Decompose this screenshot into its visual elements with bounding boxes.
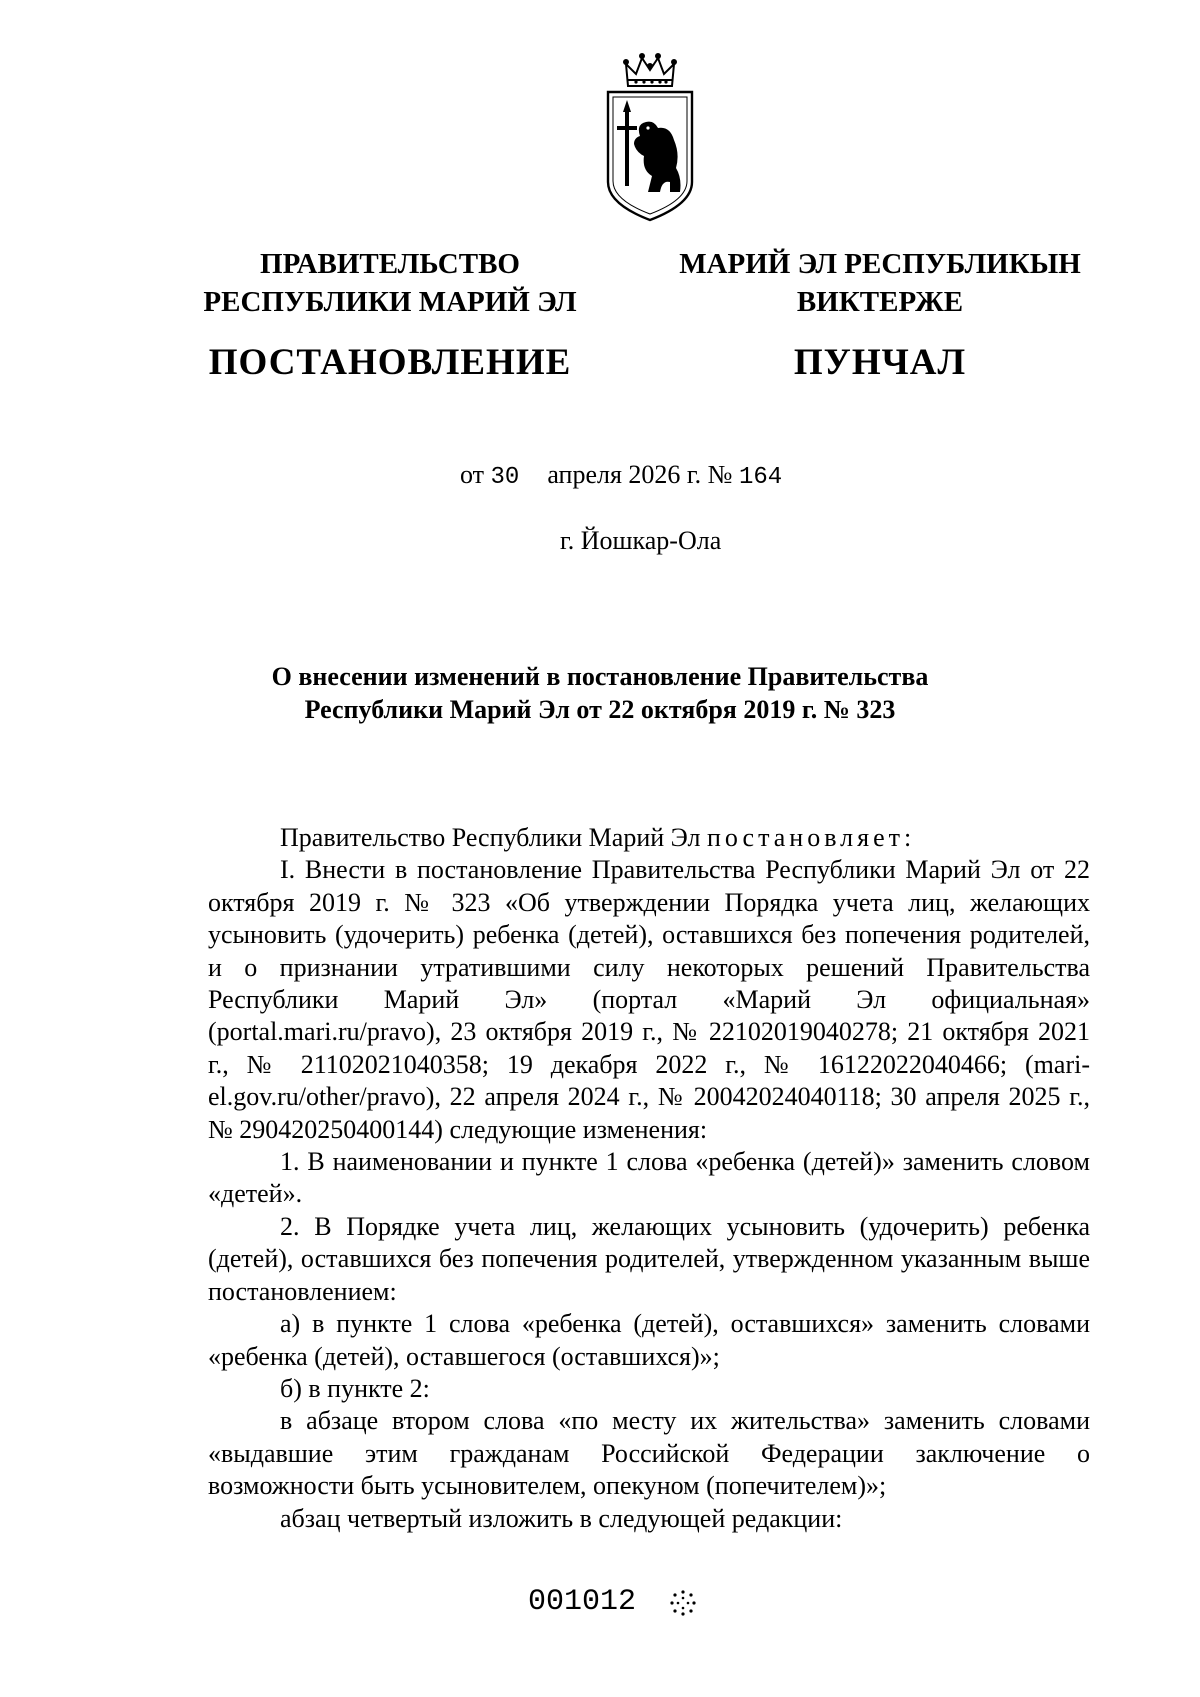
body-paragraph: I. Внести в постановление Правительства Республики Марий Эл от 22 октября 2019 г. № 323 «Об утверждении Порядка учета лиц, желающих усыновить (удочерить) ребенка (детей), оставшихся без попечения родителей, и о признании утратившими силу некоторых решений Правительства Республики Марий Эл» (портал «Марий Эл официальная» (portal.mari.ru/pravo), 23 октября 2019 г., № 22102019040278; 21 октября 2021 г., № 21102021040358; 19 декабря 2022 г., № 16122022040466; (mari-el.gov.ru/other/pravo), 22 апреля 2024 г., № 20042024040118; 30 апреля 2025 г., № 290420250400144) следующие изменения: <box>208 855 1090 1144</box>
document-date-line <box>460 460 782 491</box>
body-paragraph: 2. В Порядке учета лиц, желающих усыновить (удочерить) ребенка (детей), оставшихся без попечения родителей, утвержденном указанным выше постановлением: <box>208 1211 1090 1306</box>
org-name-line-1: ПРАВИТЕЛЬСТВО <box>260 248 520 280</box>
asterisk-mark-icon <box>668 1588 698 1618</box>
org-name-mari-line-2: ВИКТЕРЖЕ <box>796 286 964 318</box>
org-name-line-2: РЕСПУБЛИКИ МАРИЙ ЭЛ <box>203 286 577 318</box>
body-paragraph: абзац четвертый изложить в следующей редакции: <box>280 1503 843 1533</box>
header-right-mari <box>660 245 1100 385</box>
date-month-year: апреля 2026 г. № <box>547 460 733 489</box>
form-serial-number: 001012 <box>528 1585 637 1619</box>
date-prefix: от <box>460 460 485 489</box>
body-paragraph: 1. В наименовании и пункте 1 слова «ребенка (детей)» заменить словом «детей». <box>208 1147 1090 1209</box>
preamble-decree-word: постановляет: <box>706 823 916 852</box>
document-type: ПОСТАНОВЛЕНИЕ <box>208 342 572 383</box>
document-title <box>150 660 1050 726</box>
title-line-1: О внесении изменений в постановление Правительства <box>271 662 929 691</box>
body-paragraph: в абзаце втором слова «по месту их жительства» заменить словами «выдавшие этим гражданам Российской Федерации заключение о возможности быть усыновителем, опекуном (попечителем)»; <box>208 1406 1090 1501</box>
body-paragraph: а) в пункте 1 слова «ребенка (детей), оставшихся» заменить словами «ребенка (детей), оставшегося (оставшихся)»; <box>208 1309 1090 1371</box>
body-paragraph: б) в пункте 2: <box>280 1373 430 1403</box>
header-left-russian <box>190 245 590 385</box>
org-name-mari-line-1: МАРИЙ ЭЛ РЕСПУБЛИКЫН <box>679 248 1081 280</box>
body-paragraph-preamble <box>208 822 1090 854</box>
document-body <box>208 822 1090 1535</box>
document-number: 164 <box>738 464 783 491</box>
date-day: 30 <box>490 464 520 491</box>
preamble-text: Правительство Республики Марий Эл <box>280 823 701 852</box>
document-city: г. Йошкар-Ола <box>560 526 722 555</box>
title-line-2: Республики Марий Эл от 22 октября 2019 г. № 323 <box>304 695 896 724</box>
document-type-mari: ПУНЧАЛ <box>793 342 967 383</box>
coat-of-arms-emblem <box>600 42 700 222</box>
